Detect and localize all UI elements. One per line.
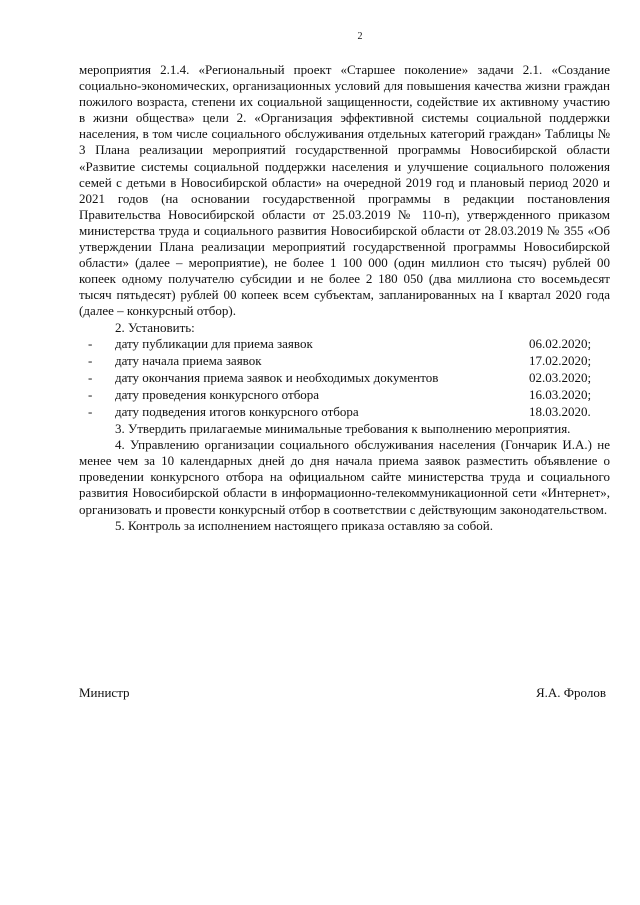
- item-3: 3. Утвердить прилагаемые минимальные требования к выполнению мероприятия.: [115, 421, 571, 437]
- list-dash: -: [88, 386, 93, 402]
- date-item-start: [79, 353, 610, 370]
- list-dash: -: [88, 369, 93, 385]
- page-number: 2: [357, 31, 363, 42]
- date-item-results: [79, 404, 610, 421]
- item-4: 4. Управлению организации социального обслуживания населения (Гончарик И.А.) не менее чем за 10 календарных дней до дня начала приема заявок разместить объявление о проведении конкурсного отбора на официальном сайте министерства труда и социального развития Новосибирской области в информационно-телекоммуникационной сети «Интернет», организовать и провести конкурсный отбор в соответствии с действующим законодательством.: [79, 437, 610, 517]
- list-dash: -: [88, 335, 93, 351]
- date-item-selection: [79, 387, 610, 404]
- date-value: 02.03.2020;: [529, 369, 592, 385]
- signatory-name: Я.А. Фролов: [535, 685, 606, 700]
- date-label: дату публикации для приема заявок: [115, 335, 313, 351]
- date-label: дату начала приема заявок: [115, 352, 262, 368]
- date-label: дату окончания приема заявок и необходимых документов: [115, 369, 439, 385]
- date-value: 17.02.2020;: [529, 352, 592, 368]
- date-label: дату проведения конкурсного отбора: [115, 386, 320, 402]
- date-value: 16.03.2020;: [529, 386, 592, 402]
- date-item-end: [79, 370, 610, 387]
- paragraph-1: мероприятия 2.1.4. «Региональный проект «Старшее поколение» задачи 2.1. «Создание социально-экономических, организационных условий для повышения качества жизни граждан пожилого возраста, степени их социальной защищенности, содействие их активному участию в жизни общества» цели 2. «Организация эффективной системы социальной поддержки населения, в том числе социального обслуживания отдельных категорий граждан» Таблицы № 3 Плана реализации мероприятий государственной программы Новосибирской области «Развитие системы социальной поддержки населения и улучшение социального положения семей с детьми в Новосибирской области» на очередной 2019 год и плановый период 2020 и 2021 годов (на основании государственной программы в редакции постановления Правительства Новосибирской области от 25.03.2019 № 110-п), утвержденного приказом министерства труда и социального развития Новосибирской области от 28.03.2019 № 355 «Об утверждении Плана реализации мероприятий государственной программы Новосибирской области» (далее – мероприятие), не более 1 100 000 (один миллион сто тысяч) рублей 00 копеек одному получателю субсидии и не более 2 180 050 (два миллиона сто восемьдесят тысяч пятьдесят) рублей 00 копеек всем субъектам, запланированных на I квартал 2020 года (далее – конкурсный отбор).: [79, 62, 610, 319]
- date-item-publication: [79, 336, 610, 353]
- list-dash: -: [88, 403, 93, 419]
- document-body: [79, 62, 610, 534]
- item-5: 5. Контроль за исполнением настоящего приказа оставляю за собой.: [115, 517, 493, 533]
- item-2-intro: 2. Установить:: [115, 319, 195, 335]
- date-list: [79, 336, 610, 421]
- list-dash: -: [88, 352, 93, 368]
- date-value: 06.02.2020;: [529, 335, 592, 351]
- date-label: дату подведения итогов конкурсного отбора: [115, 403, 359, 419]
- date-value: 18.03.2020.: [529, 403, 591, 419]
- signatory-role: Министр: [79, 685, 130, 700]
